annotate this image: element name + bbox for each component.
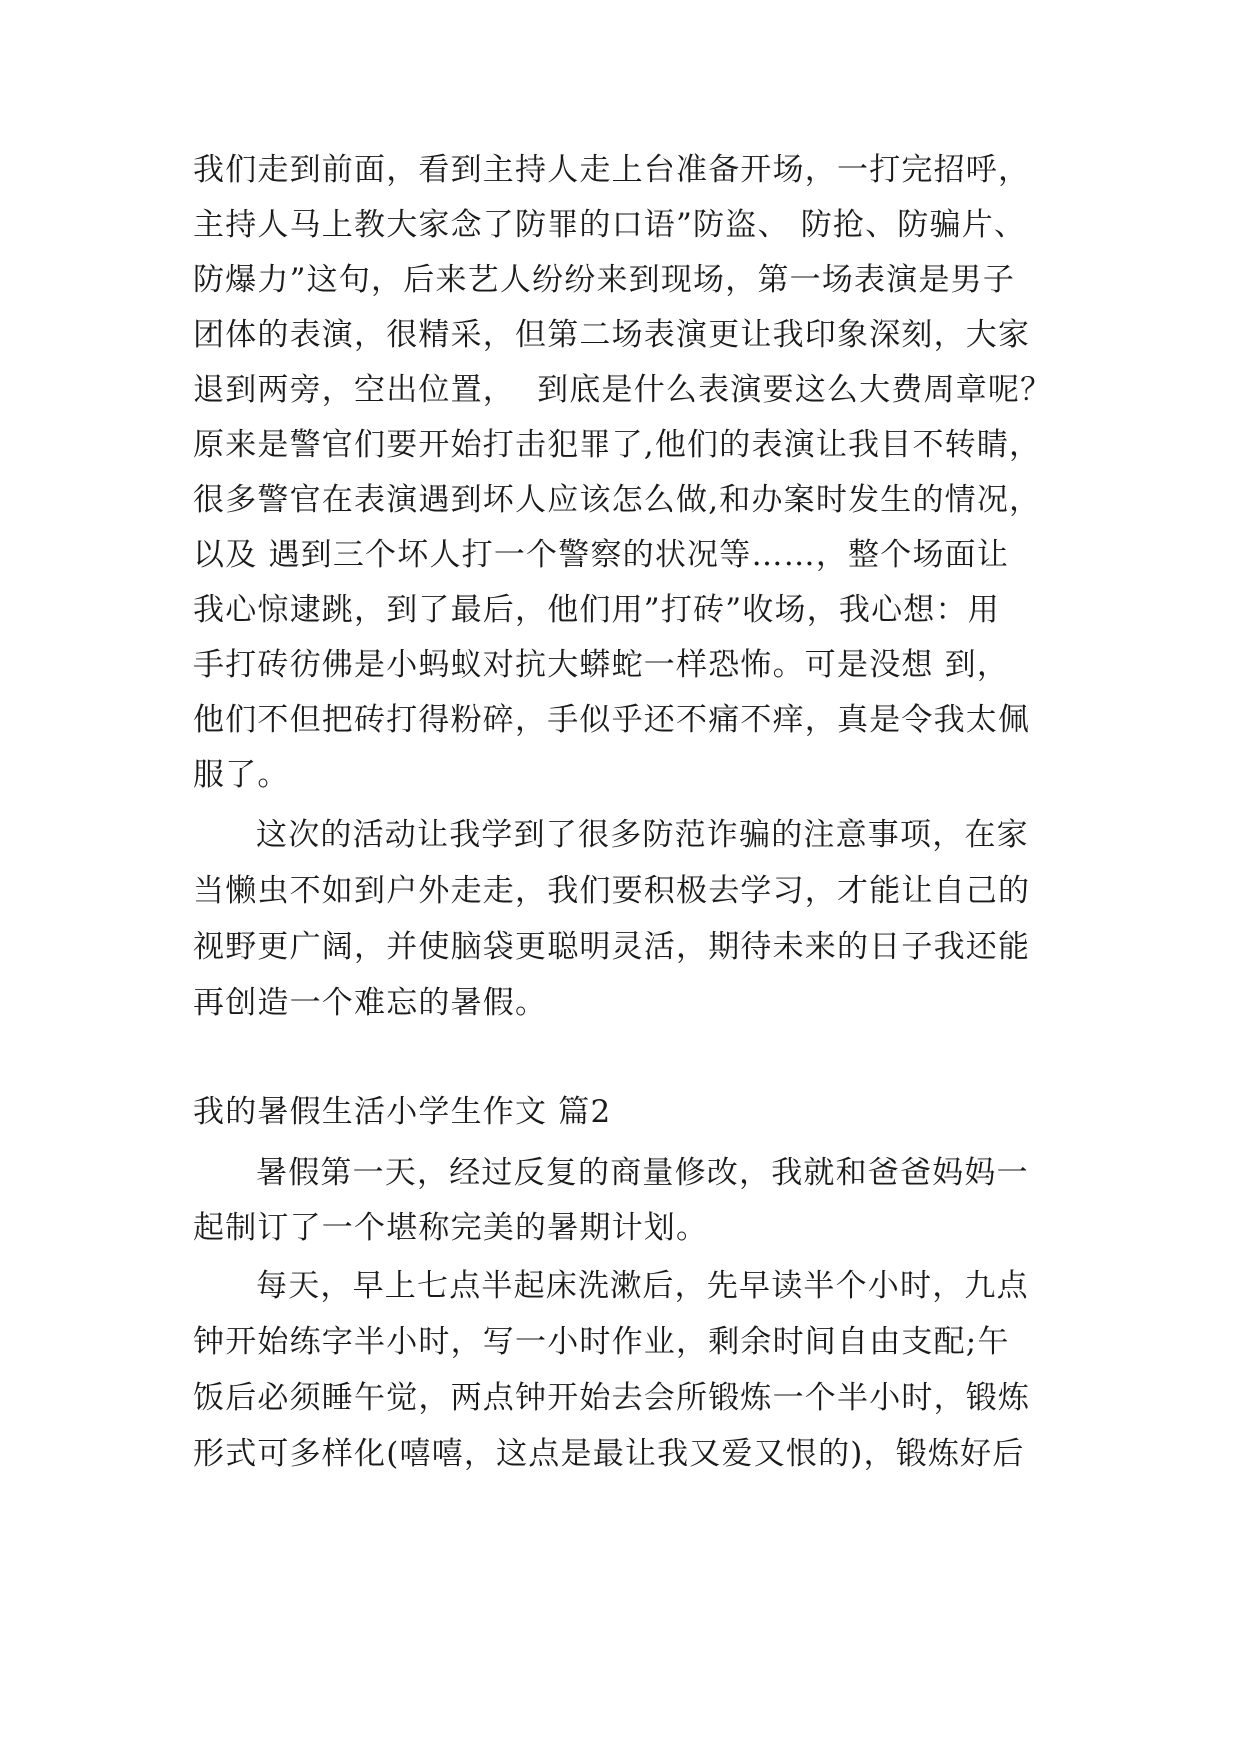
paragraph-line: 很多警官在表演遇到坏人应该怎么做,和办案时发生的情况， [193, 482, 1042, 518]
paragraph-line: 手打砖彷佛是小蚂蚁对抗大蟒蛇一样恐怖。可是没想 到， [193, 647, 1010, 683]
paragraph-line: 团体的表演，很精采，但第二场表演更让我印象深刻，大家 [193, 317, 1031, 353]
paragraph-line: 再创造一个难忘的暑假。 [193, 985, 548, 1021]
paragraph-line: 我们走到前面，看到主持人走上台准备开场，一打完招呼， [193, 152, 1031, 188]
paragraph-line: 每天，早上七点半起床洗漱后，先早读半个小时，九点 [256, 1268, 1029, 1304]
paragraph-line: 防爆力”这句，后来艺人纷纷来到现场，第一场表演是男子 [193, 262, 1016, 298]
paragraph-line: 形式可多样化(嘻嘻，这点是最让我又爱又恨的)，锻炼好后 [193, 1436, 1025, 1472]
paragraph-line: 以及 遇到三个坏人打一个警察的状况等……，整个场面让 [193, 537, 1010, 573]
paragraph-line: 服了。 [193, 757, 290, 793]
paragraph-line: 暑假第一天，经过反复的商量修改，我就和爸爸妈妈一 [256, 1155, 1029, 1191]
paragraph-line: 视野更广阔，并使脑袋更聪明灵活，期待未来的日子我还能 [193, 929, 1031, 965]
paragraph-line: 起制订了一个堪称完美的暑期计划。 [193, 1210, 709, 1246]
section-heading: 我的暑假生活小学生作文 篇2 [193, 1094, 612, 1130]
paragraph-line: 主持人马上教大家念了防罪的口语”防盗、 防抢、防骗片、 [193, 207, 1027, 243]
paragraph-line: 他们不但把砖打得粉碎，手似乎还不痛不痒，真是令我太佩 [193, 702, 1031, 738]
paragraph-line: 原来是警官们要开始打击犯罪了,他们的表演让我目不转睛， [193, 427, 1042, 463]
paragraph-line: 当懒虫不如到户外走走，我们要积极去学习，才能让自己的 [193, 873, 1031, 909]
paragraph-line: 退到两旁，空出位置， 到底是什么表演要这么大费周章呢？ [193, 372, 1053, 408]
paragraph-line: 这次的活动让我学到了很多防范诈骗的注意事项，在家 [256, 817, 1029, 853]
paragraph-line: 钟开始练字半小时，写一小时作业，剩余时间自由支配;午 [193, 1324, 1010, 1360]
paragraph-line: 我心惊逮跳，到了最后，他们用”打砖”收场，我心想：用 [193, 592, 1000, 628]
paragraph-line: 饭后必须睡午觉，两点钟开始去会所锻炼一个半小时，锻炼 [193, 1380, 1031, 1416]
